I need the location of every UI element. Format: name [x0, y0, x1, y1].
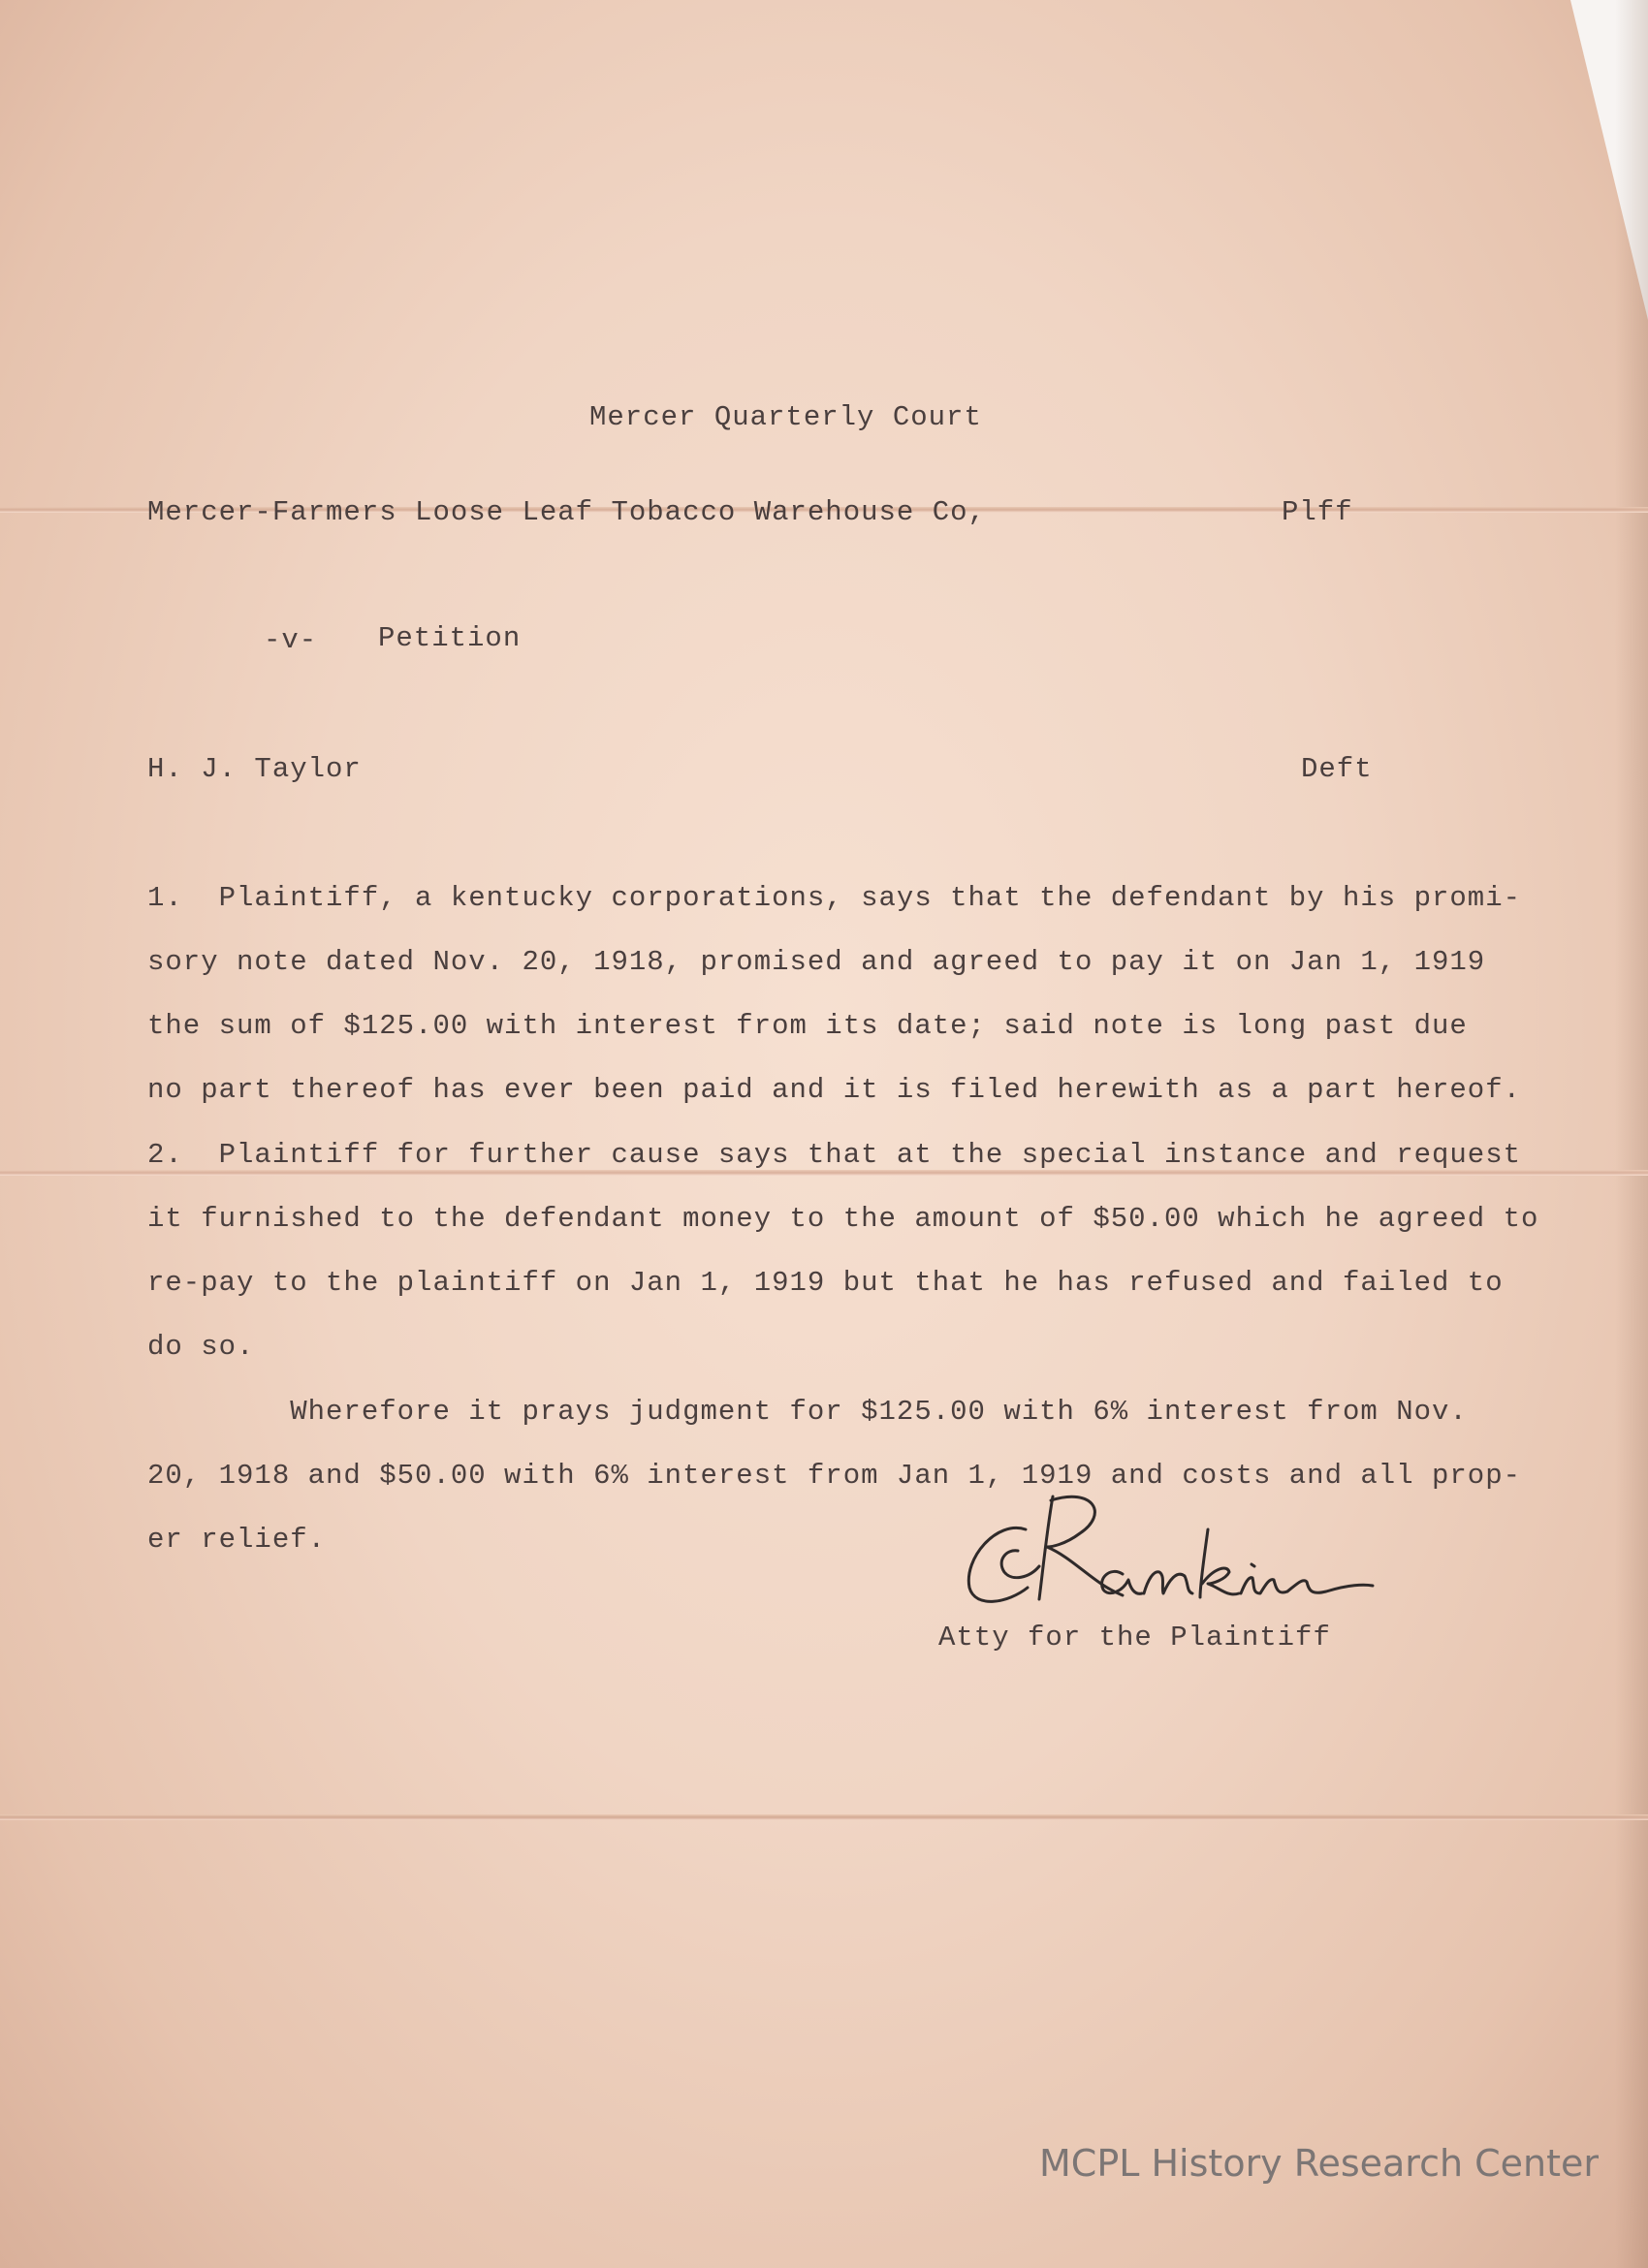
body-line: sory note dated Nov. 20, 1918, promised and agreed to pay it on Jan 1, 1919 — [147, 946, 1486, 978]
body-line: re-pay to the plaintiff on Jan 1, 1919 but that he has refused and failed to — [147, 1267, 1504, 1299]
paper-edge-shadow — [1615, 0, 1648, 2268]
body-line: the sum of $125.00 with interest from its date; said note is long past due — [147, 1010, 1468, 1042]
body-line: 1. Plaintiff, a kentucky corporations, says that the defendant by his promi- — [147, 882, 1522, 914]
body-line: Wherefore it prays judgment for $125.00 with 6% interest from Nov. — [147, 1396, 1468, 1428]
body-line: er relief. — [147, 1524, 327, 1556]
plaintiff-name: Mercer-Farmers Loose Leaf Tobacco Warehouse Co, — [147, 496, 986, 528]
body-line: 2. Plaintiff for further cause says that at the special instance and request — [147, 1139, 1522, 1171]
body-line: no part thereof has ever been paid and it is filed herewith as a part hereof. — [147, 1074, 1522, 1106]
body-line: do so. — [147, 1331, 255, 1363]
document-type: Petition — [378, 622, 522, 654]
defendant-name: H. J. Taylor — [147, 753, 362, 785]
plaintiff-role: Plff — [1282, 496, 1353, 528]
signature-caption: Atty for the Plaintiff — [938, 1622, 1331, 1654]
paper-fold-line — [0, 1814, 1648, 1820]
body-line: it furnished to the defendant money to the amount of $50.00 which he agreed to — [147, 1203, 1539, 1235]
versus-mark: -v- — [264, 624, 318, 656]
court-title: Mercer Quarterly Court — [589, 401, 982, 433]
archive-watermark: MCPL History Research Center — [1039, 2142, 1600, 2185]
body-line: 20, 1918 and $50.00 with 6% interest from Jan 1, 1919 and costs and all prop- — [147, 1460, 1522, 1492]
handwritten-signature — [958, 1491, 1375, 1626]
defendant-role: Deft — [1301, 753, 1373, 785]
